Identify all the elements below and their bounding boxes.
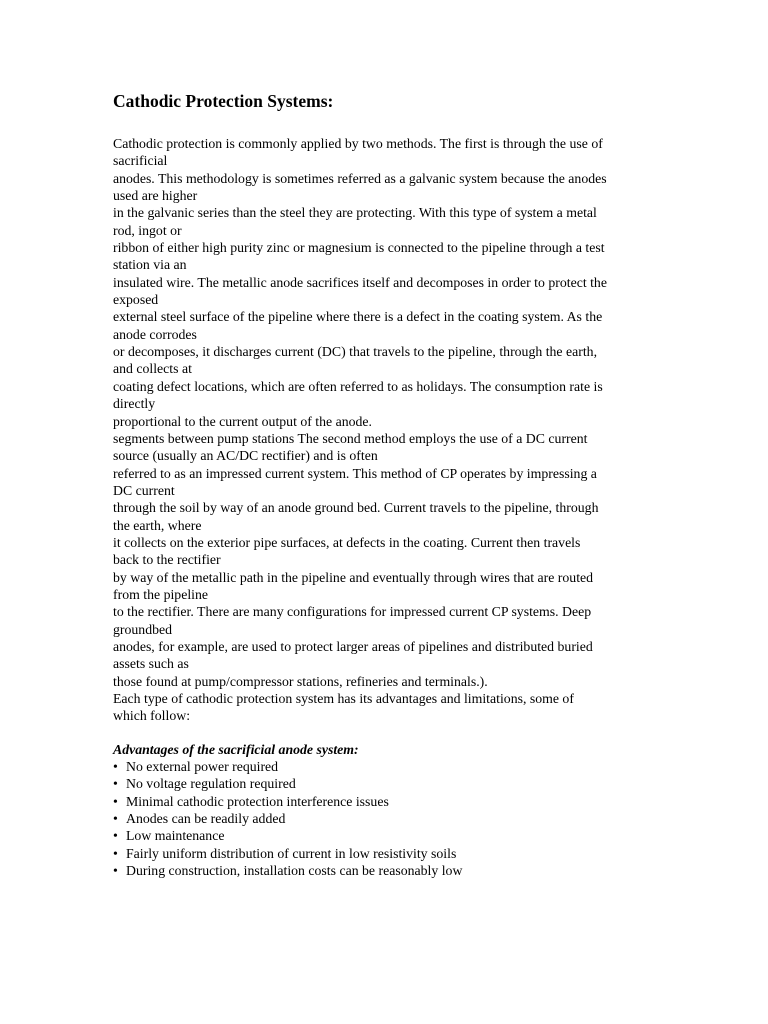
paragraph-line: Cathodic protection is commonly applied by two methods. The first is through the use of [113,136,603,151]
paragraph-line: or decomposes, it discharges current (DC) that travels to the pipeline, through the earth, [113,344,598,360]
list-item [113,862,658,879]
paragraph-line: proportional to the current output of the anode. [113,413,373,429]
paragraph-line: it collects on the exterior pipe surfaces, at defects in the coating. Current then travels [113,534,581,550]
advantages-heading: Advantages of the sacrificial anode system: [113,741,359,757]
paragraph-line: DC current [113,482,175,498]
paragraph-line: back to the rectifier [113,552,221,568]
bullet-icon: • [113,811,118,827]
paragraph-line: the earth, where [113,517,202,533]
page-title: Cathodic Protection Systems: [113,91,334,111]
paragraph-line: insulated wire. The metallic anode sacrifices itself and decomposes in order to protect the [113,274,607,290]
list-item-text: Fairly uniform distribution of current in low resistivity soils [126,845,457,861]
bullet-icon: • [113,759,118,775]
paragraph-line: ribbon of either high purity zinc or magnesium is connected to the pipeline through a test [113,240,605,256]
paragraph-line: those found at pump/compressor stations, refineries and terminals.). [113,673,488,689]
bullet-icon: • [113,793,118,809]
list-item-text: During construction, installation costs can be reasonably low [126,863,463,879]
paragraph-line: directly [113,396,156,412]
list-item [113,827,658,844]
paragraph-line: anodes, for example, are used to protect larger areas of pipelines and distributed buried [113,638,593,654]
list-item [113,775,658,792]
list-item-text: No voltage regulation required [126,776,296,792]
paragraph-line: source (usually an AC/DC rectifier) and is often [113,448,378,464]
bullet-icon: • [113,863,118,879]
list-item [113,845,658,862]
list-item-text: No external power required [126,759,279,775]
advantages-list [113,758,658,879]
paragraph-line: anode corrodes [113,326,197,342]
list-item [113,758,658,775]
paragraph-line: used are higher [113,188,198,204]
list-item [113,810,658,827]
paragraph-line: in the galvanic series than the steel they are protecting. With this type of system a metal [113,205,597,221]
list-item-text: Minimal cathodic protection interference issues [126,793,389,809]
paragraph-line: exposed [113,292,159,308]
paragraph-line: sacrificial [113,153,168,169]
paragraph-line: station via an [113,257,187,273]
paragraph-line: which follow: [113,708,191,724]
paragraph-line: through the soil by way of an anode ground bed. Current travels to the pipeline, through [113,500,599,516]
list-item-text: Low maintenance [126,828,225,844]
paragraph-line: assets such as [113,656,189,672]
paragraph-line: referred to as an impressed current system. This method of CP operates by impressing a [113,465,597,481]
paragraph-line: coating defect locations, which are often referred to as holidays. The consumption rate is [113,378,603,394]
paragraph-line: segments between pump stations The second method employs the use of a DC current [113,430,588,446]
paragraph-line: rod, ingot or [113,222,182,238]
bullet-icon: • [113,776,118,792]
list-item-text: Anodes can be readily added [126,811,286,827]
paragraph-line: external steel surface of the pipeline where there is a defect in the coating system. As the [113,309,603,325]
paragraph-line: groundbed [113,621,173,637]
paragraph-line: anodes. This methodology is sometimes referred as a galvanic system because the anodes [113,170,607,186]
paragraph-line: and collects at [113,361,192,377]
paragraph-line: Each type of cathodic protection system has its advantages and limitations, some of [113,691,574,706]
paragraph-line: to the rectifier. There are many configurations for impressed current CP systems. Deep [113,604,592,620]
paragraph-line: by way of the metallic path in the pipeline and eventually through wires that are routed [113,569,594,585]
bullet-icon: • [113,828,118,844]
bullet-icon: • [113,845,118,861]
paragraph-line: from the pipeline [113,586,209,602]
document-content [113,90,658,879]
body-paragraph [113,135,658,725]
list-item [113,793,658,810]
